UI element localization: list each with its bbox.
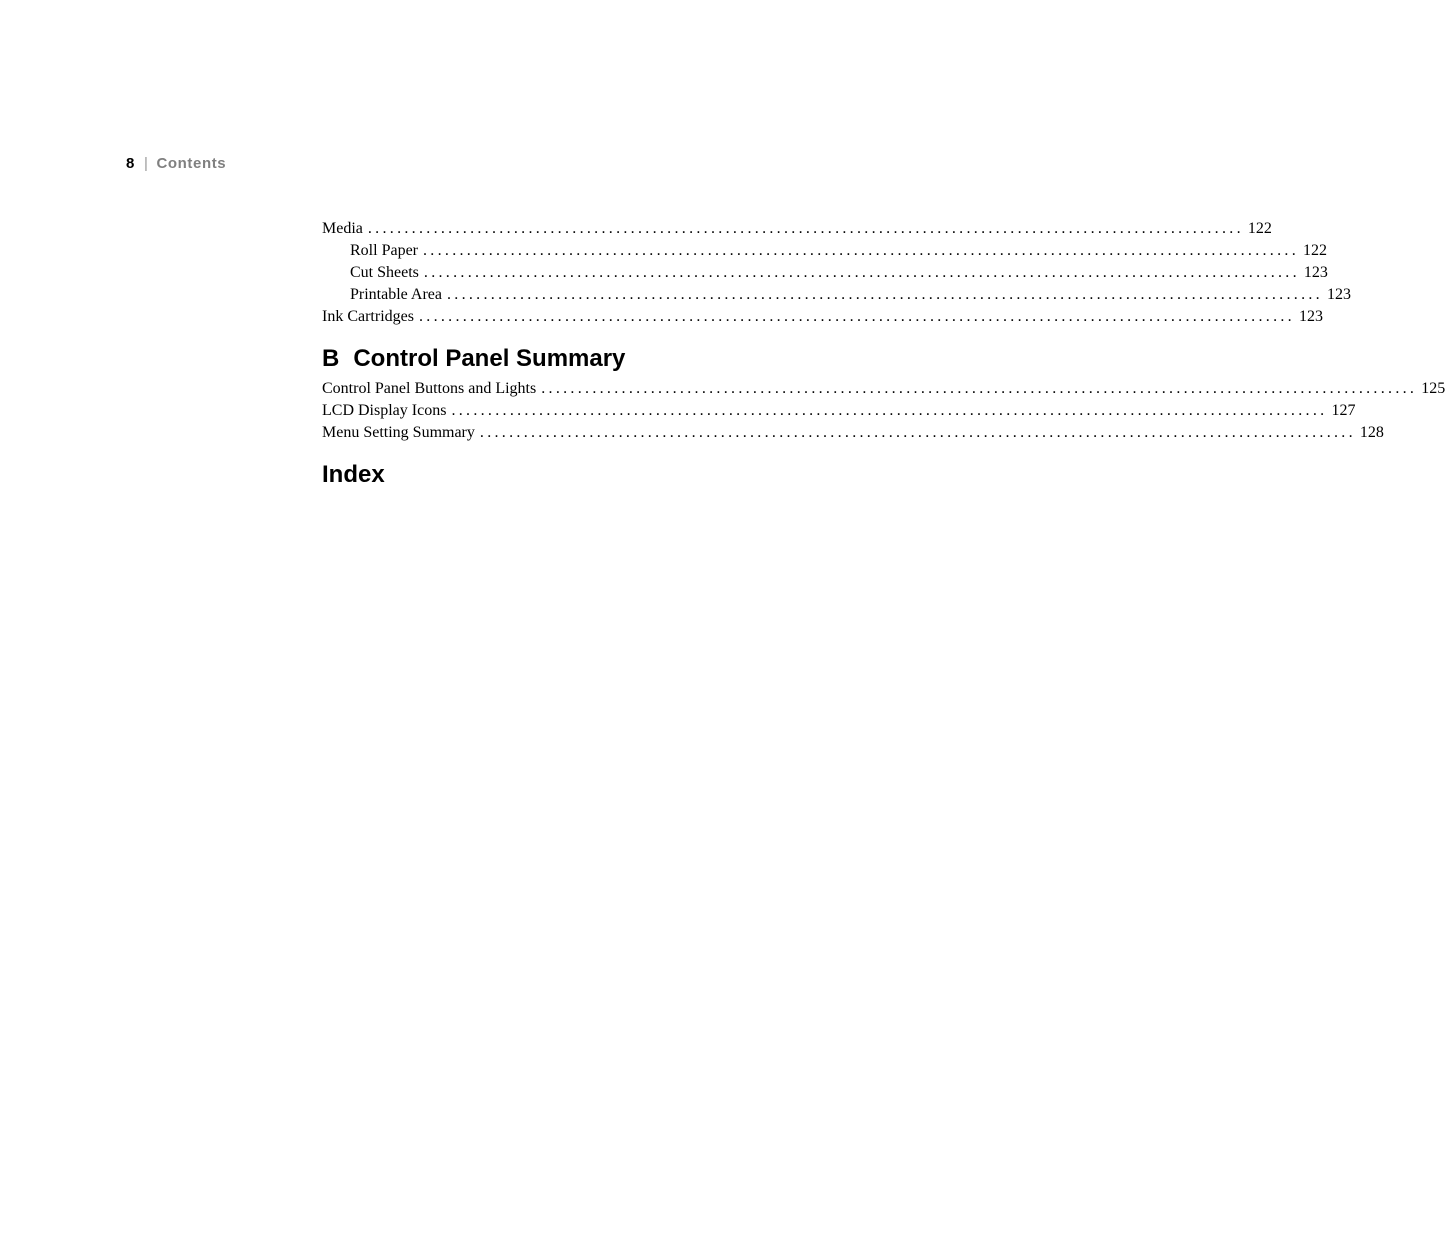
- toc-entry-label: Roll Paper: [350, 242, 418, 259]
- toc-entry-label: Ink Cartridges: [322, 308, 414, 325]
- toc-entry-label: LCD Display Icons: [322, 402, 447, 419]
- appendix-letter: B: [322, 345, 340, 372]
- dot-leader: ........................................................................................................................: [423, 264, 1300, 281]
- dot-leader: ........................................................................................................................: [451, 402, 1328, 419]
- toc-entry[interactable]: [322, 284, 1351, 306]
- toc-entry-page: 123: [1298, 308, 1323, 325]
- toc-entry-label: Printable Area: [350, 286, 442, 303]
- dot-leader: ........................................................................................................................: [541, 380, 1418, 397]
- dot-leader: ........................................................................................................................: [418, 308, 1295, 325]
- dot-leader: ........................................................................................................................: [479, 424, 1356, 441]
- toc-entry-label: Media: [322, 220, 363, 237]
- toc-entry-page: 122: [1247, 220, 1272, 237]
- toc-entry[interactable]: [322, 240, 1327, 262]
- header-page-number: 8: [126, 155, 135, 172]
- toc-entry-page: 123: [1303, 264, 1328, 281]
- header-separator: |: [143, 155, 149, 172]
- toc-entry-label: Menu Setting Summary: [322, 424, 475, 441]
- index-heading[interactable]: Index: [322, 461, 385, 488]
- appendix-b-heading[interactable]: [322, 344, 828, 374]
- toc-group-appendix-b: [322, 378, 1445, 444]
- toc-entry-page: 123: [1326, 286, 1351, 303]
- header-section-title: Contents: [156, 155, 227, 172]
- appendix-title: Control Panel Summary: [353, 345, 626, 372]
- toc-entry-page: 125: [1421, 380, 1445, 397]
- toc-entry[interactable]: [322, 378, 1445, 400]
- toc-entry-page: 127: [1331, 402, 1356, 419]
- toc-entry[interactable]: [322, 400, 1356, 422]
- table-of-contents: [322, 218, 1445, 490]
- dot-leader: ........................................................................................................................: [423, 242, 1299, 259]
- toc-entry-label: Cut Sheets: [350, 264, 419, 281]
- toc-entry[interactable]: [322, 422, 1384, 444]
- dot-leader: ........................................................................................................................: [367, 220, 1244, 237]
- toc-entry[interactable]: [322, 218, 1272, 240]
- toc-entry-label: Control Panel Buttons and Lights: [322, 380, 537, 397]
- running-header: [126, 155, 226, 172]
- toc-group-media: [322, 218, 1351, 328]
- toc-entry[interactable]: [322, 306, 1323, 328]
- toc-entry-page: 128: [1359, 424, 1384, 441]
- dot-leader: ........................................................................................................................: [446, 286, 1323, 303]
- toc-entry[interactable]: [322, 262, 1328, 284]
- toc-entry-page: 122: [1303, 242, 1327, 259]
